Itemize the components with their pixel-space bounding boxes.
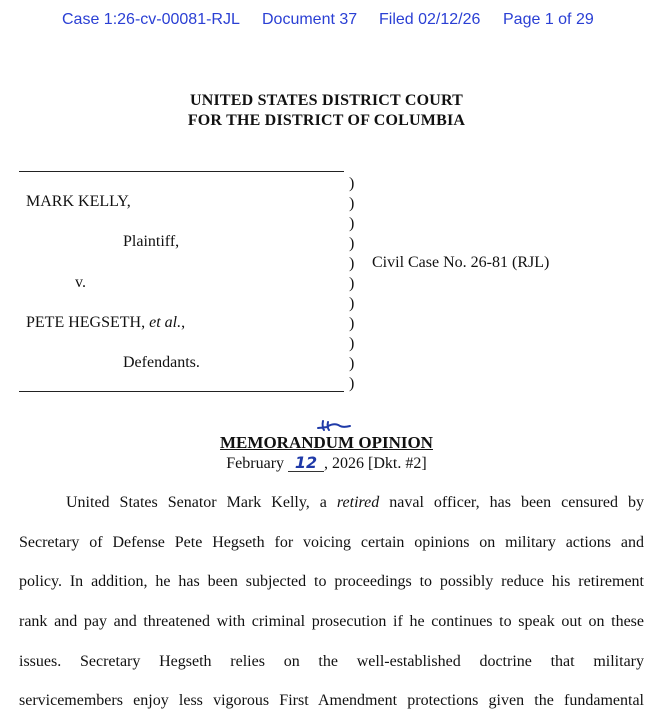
body-line-5: issues. Secretary Hegseth relies on the well-established doctrine that military xyxy=(19,653,644,670)
court-name-line-1: UNITED STATES DISTRICT COURT xyxy=(189,92,464,109)
body-line-2: Secretary of Defense Pete Hegseth for voicing certain opinions on military actions and xyxy=(19,534,644,551)
handwritten-day: 12 xyxy=(288,454,324,472)
document-number-stamp: Document 37 xyxy=(262,11,358,28)
versus-label: v. xyxy=(75,274,86,291)
plaintiff-name: MARK KELLY, xyxy=(26,193,131,210)
caption-parenthesis-column: ) ) ) ) ) ) ) ) ) ) ) xyxy=(349,175,355,392)
body-line-1: United States Senator Mark Kelly, a retired naval officer, has been censured by xyxy=(66,494,645,511)
defendant-name: PETE HEGSETH, et al., xyxy=(26,314,186,331)
judge-initials-mark xyxy=(316,418,352,432)
body-line-6: servicemembers enjoy less vigorous First Amendment protections given the fundamental xyxy=(19,692,644,709)
court-name-line-2: FOR THE DISTRICT OF COLUMBIA xyxy=(187,112,466,129)
caption-bottom-rule xyxy=(19,391,344,392)
page-count-stamp: Page 1 of 29 xyxy=(503,11,594,28)
case-number-stamp: Case 1:26-cv-00081-RJL xyxy=(62,11,240,28)
civil-case-number: Civil Case No. 26-81 (RJL) xyxy=(372,254,550,271)
file-stamp-header xyxy=(0,9,653,33)
body-line-3: policy. In addition, he has been subjected to proceedings to possibly reduce his retirement xyxy=(19,573,644,590)
defendant-role: Defendants. xyxy=(123,354,200,371)
opinion-date: February 12 , 2026 [Dkt. #2] xyxy=(226,453,427,472)
body-line-4: rank and pay and threatened with criminal prosecution if he continues to speak out on these xyxy=(19,613,644,630)
memorandum-opinion-title: MEMORANDUM OPINION xyxy=(220,433,433,452)
caption-top-rule xyxy=(19,171,344,172)
filed-date-stamp: Filed 02/12/26 xyxy=(379,11,481,28)
plaintiff-role: Plaintiff, xyxy=(123,233,180,250)
